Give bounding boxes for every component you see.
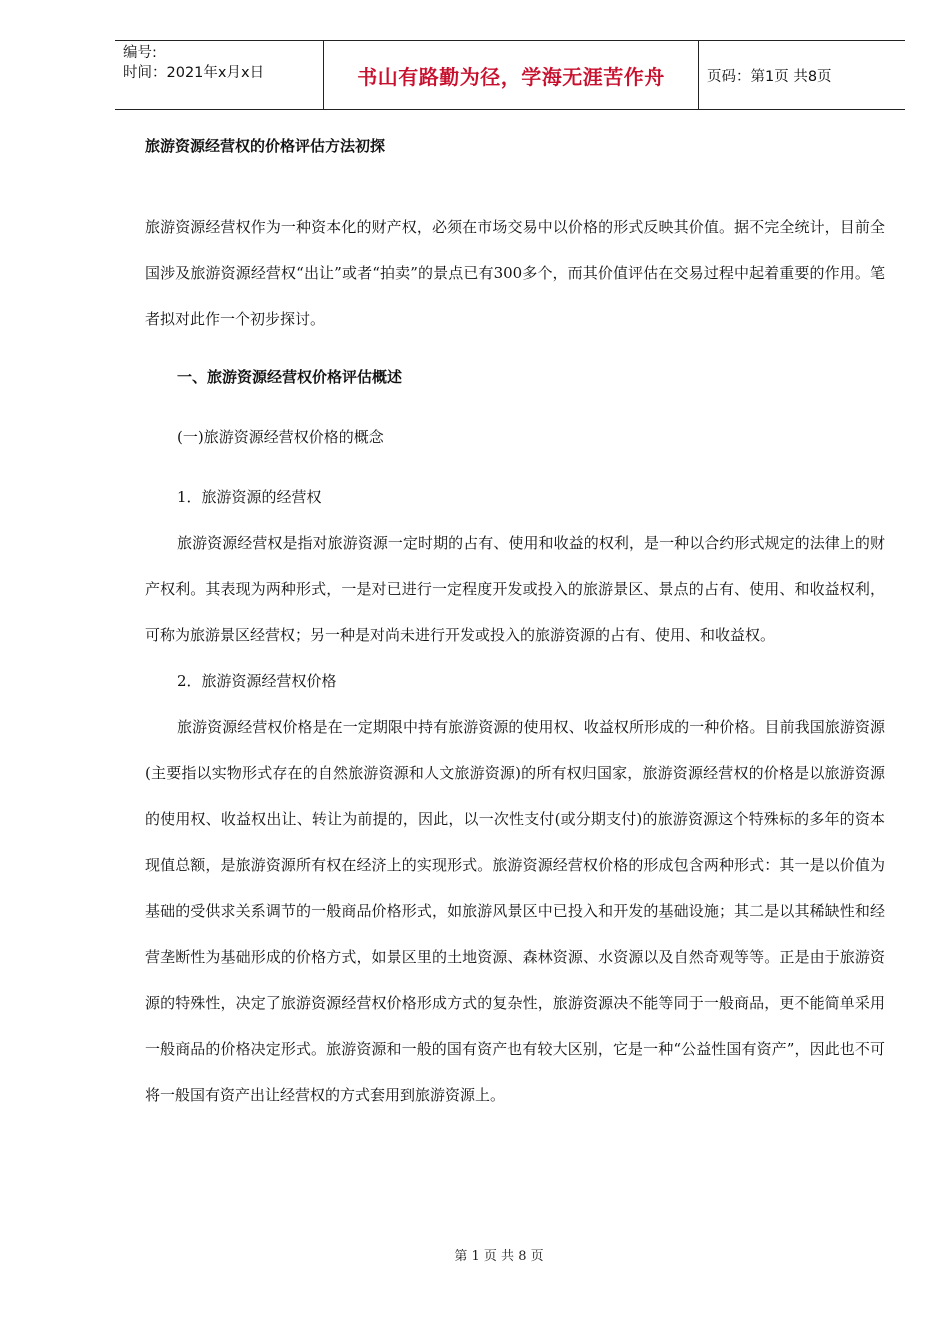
intro-paragraph: 旅游资源经营权作为一种资本化的财产权，必须在市场交易中以价格的形式反映其价值。据不完全统计，目前全国涉及旅游资源经营权“出让”或者“拍卖”的景点已有300多个，而其价值评估在交易过程中起着重要的作用。笔者拟对此作一个初步探讨。 [145, 218, 885, 328]
footer-page-number: 第 1 页 共 8 页 [454, 1249, 544, 1264]
page-footer [0, 1245, 950, 1264]
item-heading: 1．旅游资源的经营权 [177, 488, 322, 506]
item-heading: 2．旅游资源经营权价格 [177, 672, 337, 690]
subsection-heading: (一)旅游资源经营权价格的概念 [177, 428, 384, 446]
header-page-info: 页码：第1页 共8页 [707, 68, 832, 85]
item-paragraph: 旅游资源经营权价格是在一定期限中持有旅游资源的使用权、收益权所形成的一种价格。目前我国旅游资源(主要指以实物形式存在的自然旅游资源和人文旅游资源)的所有权归国家，旅游资源经营权的价格是以旅游资源的使用权、收益权出让、转让为前提的，因此，以一次性支付(或分期支付)的旅游资源这个特殊标的多年的资本现值总额，是旅游资源所有权在经济上的实现形式。旅游资源经营权价格的形成包含两种形式：其一是以价值为基础的受供求关系调节的一般商品价格形式，如旅游风景区中已投入和开发的基础设施；其二是以其稀缺性和经营垄断性为基础形成的价格方式，如景区里的土地资源、森林资源、水资源以及自然奇观等等。正是由于旅游资源的特殊性，决定了旅游资源经营权价格形成方式的复杂性，旅游资源决不能等同于一般商品，更不能简单采用一般商品的价格决定形式。旅游资源和一般的国有资产也有较大区别，它是一种“公益性国有资产”，因此也不可将一般国有资产出让经营权的方式套用到旅游资源上。 [145, 718, 885, 1104]
time-label: 时间：2021年x月x日 [123, 65, 265, 81]
spacer [145, 460, 885, 474]
item-paragraph: 旅游资源经营权是指对旅游资源一定时期的占有、使用和收益的权利，是一种以合约形式规定的法律上的财产权利。其表现为两种形式，一是对已进行一定程度开发或投入的旅游景区、景点的占有、使用、和收益权利，可称为旅游景区经营权；另一种是对尚未进行开发或投入的旅游资源的占有、使用、和收益权。 [145, 534, 885, 644]
section-heading: 一、旅游资源经营权价格评估概述 [177, 368, 403, 386]
document-body [145, 128, 885, 1118]
spacer [145, 400, 885, 414]
document-header [115, 40, 905, 110]
spacer [145, 164, 885, 204]
serial-number-label: 编号: [123, 45, 157, 61]
document-title: 旅游资源经营权的价格评估方法初探 [145, 137, 386, 155]
header-meta [115, 41, 324, 109]
spacer [145, 342, 885, 354]
header-motto: 书山有路勤为径，学海无涯苦作舟 [324, 41, 699, 109]
